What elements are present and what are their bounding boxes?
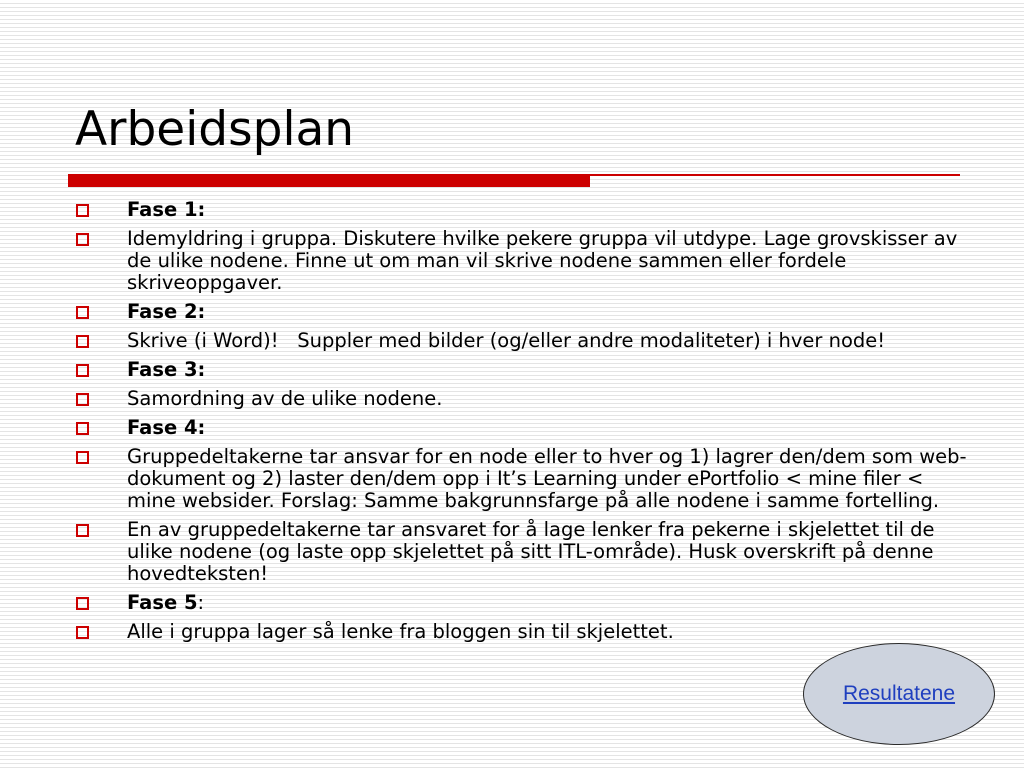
square-bullet-icon xyxy=(76,451,89,464)
list-item xyxy=(74,621,974,643)
title-underline xyxy=(68,174,960,188)
list-item xyxy=(74,330,974,352)
bullet-text: Samordning av de ulike nodene. xyxy=(127,387,443,410)
phase-heading: Fase 1: xyxy=(127,198,206,221)
list-item xyxy=(74,359,974,381)
list-item xyxy=(74,228,974,294)
phase-heading: Fase 5 xyxy=(127,591,198,614)
slide-title: Arbeidsplan xyxy=(75,102,355,157)
list-item xyxy=(74,199,974,221)
bullet-text: Skrive (i Word)! Suppler med bilder (og/eller andre modaliteter) i hver node! xyxy=(127,329,886,352)
list-item xyxy=(74,446,974,512)
phase-heading: Fase 3: xyxy=(127,358,206,381)
phase-heading-colon: : xyxy=(197,591,205,614)
square-bullet-icon xyxy=(76,626,89,639)
square-bullet-icon xyxy=(76,335,89,348)
bullet-text: Alle i gruppa lager så lenke fra bloggen sin til skjelettet. xyxy=(127,620,674,643)
square-bullet-icon xyxy=(76,597,89,610)
title-underline-thick xyxy=(68,174,590,187)
square-bullet-icon xyxy=(76,233,89,246)
list-item xyxy=(74,592,974,614)
phase-heading: Fase 2: xyxy=(127,300,206,323)
bullet-text: En av gruppedeltakerne tar ansvaret for å lage lenker fra pekerne i skjelettet til de ulike nodene (og laste opp skjelettet på sitt ITL-område). Husk overskrift på denne hovedteksten! xyxy=(127,518,935,585)
resultatene-link[interactable]: Resultatene xyxy=(842,682,956,705)
bullet-text: Gruppedeltakerne tar ansvar for en node eller to hver og 1) lagrer den/dem som web-dokument og 2) laster den/dem opp i It’s Learning under ePortfolio < mine filer < mine websider. Forslag: Samme bakgrunnsfarge på alle nodene i samme fortelling. xyxy=(127,445,967,512)
list-item xyxy=(74,388,974,410)
list-item xyxy=(74,301,974,323)
bullet-text: Idemyldring i gruppa. Diskutere hvilke pekere gruppa vil utdype. Lage grovskisser av de ulike nodene. Finne ut om man vil skrive nodene sammen eller fordele skriveoppgaver. xyxy=(127,227,958,294)
bullet-list xyxy=(74,199,974,650)
square-bullet-icon xyxy=(76,306,89,319)
list-item xyxy=(74,519,974,585)
square-bullet-icon xyxy=(76,364,89,377)
square-bullet-icon xyxy=(76,204,89,217)
resultatene-link-bubble[interactable] xyxy=(803,643,995,745)
square-bullet-icon xyxy=(76,393,89,406)
title-underline-thin xyxy=(590,174,960,176)
square-bullet-icon xyxy=(76,524,89,537)
square-bullet-icon xyxy=(76,422,89,435)
list-item xyxy=(74,417,974,439)
phase-heading: Fase 4: xyxy=(127,416,206,439)
